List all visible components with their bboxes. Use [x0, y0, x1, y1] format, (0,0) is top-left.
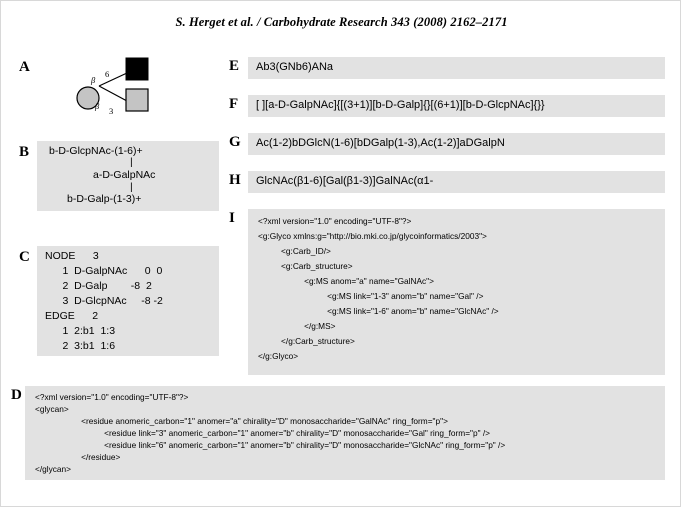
panel-d-line-2: <residue anomeric_carbon="1" anomer="a" chirality="D" monosaccharide="GalNAc" ring_form="p"> [35, 416, 448, 426]
panel-d-line-0: <?xml version="1.0" encoding="UTF-8"?> [35, 392, 189, 402]
panel-h-text: GlcNAc(β1-6)[Gal(β1-3)]GalNAc(α1- [256, 175, 434, 187]
bond-label-beta-upper: β [91, 75, 96, 85]
panel-label-b: B [19, 144, 30, 160]
panel-label-e: E [229, 58, 240, 74]
bond-label-3: 3 [109, 106, 114, 116]
panel-i-line-8: </g:Carb_structure> [258, 336, 355, 346]
panel-d-line-3: <residue link="3" anomeric_carbon="1" anomer="b" chirality="D" monosaccharide="Gal" ring_form="p" /> [35, 428, 491, 438]
panel-i-line-2: <g:Carb_ID/> [258, 246, 331, 256]
glycan-symbol-diagram [61, 53, 201, 139]
panel-d-line-1: <glycan> [35, 404, 69, 414]
panel-i-line-5: <g:MS link="1-3" anom="b" name="Gal" /> [258, 291, 484, 301]
panel-d-line-4: <residue link="6" anomeric_carbon="1" anomer="b" chirality="D" monosaccharide="GlcNAc" ring_form="p" /> [35, 440, 506, 450]
panel-c-line-0: NODE 3 [45, 250, 99, 262]
panel-b-line-3: | [130, 181, 133, 193]
panel-f-text: [ ][a-D-GalpNAc]{[(3+1)][b-D-Galp]{}[(6+1)][b-D-GlcpNAc]{}} [256, 99, 545, 111]
filled-square-glcnac [126, 58, 148, 80]
panel-c-line-4: EDGE 2 [45, 310, 99, 322]
panel-h-box [248, 171, 665, 193]
panel-b-line-2: a-D-GalpNAc [93, 169, 156, 181]
panel-c-line-2: 2 D-Galp -8 2 [45, 280, 152, 292]
panel-d-line-5: </residue> [35, 452, 121, 462]
panel-e-box [248, 57, 665, 79]
panel-c-line-6: 2 3:b1 1:6 [45, 340, 116, 352]
bond-label-6: 6 [105, 69, 110, 79]
panel-i-line-4: <g:MS anom="a" name="GalNAc"> [258, 276, 434, 286]
panel-d-box [25, 386, 665, 480]
panel-label-d: D [11, 387, 22, 403]
panel-b-line-1: | [130, 156, 133, 168]
panel-d-line-6: </glycan> [35, 464, 71, 474]
panel-c-box [37, 246, 219, 356]
panel-label-a: A [19, 59, 30, 75]
panel-i-line-0: <?xml version="1.0" encoding="UTF-8"?> [258, 216, 412, 226]
panel-g-box [248, 133, 665, 155]
panel-i-line-1: <g:Glyco xmlns:g="http://bio.mki.co.jp/glycoinformatics/2003"> [258, 231, 487, 241]
panel-i-box [248, 209, 665, 375]
bond-line-6 [99, 73, 127, 86]
panel-g-text: Ac(1-2)bDGlcN(1-6)[bDGalp(1-3),Ac(1-2)]aDGalpN [256, 137, 505, 149]
panel-c-line-3: 3 D-GlcpNAc -8 -2 [45, 295, 163, 307]
panel-label-i: I [229, 210, 235, 226]
panel-c-line-1: 1 D-GalpNAc 0 0 [45, 265, 163, 277]
panel-label-h: H [229, 172, 241, 188]
panel-f-box [248, 95, 665, 117]
bond-line-3 [99, 86, 127, 101]
bond-label-beta-lower: β [95, 101, 100, 111]
panel-i-line-6: <g:MS link="1-6" anom="b" name="GlcNAc" /> [258, 306, 499, 316]
panel-label-c: C [19, 249, 30, 265]
grey-square-galnac [126, 89, 148, 111]
panel-b-box [37, 141, 219, 211]
panel-b-line-4: b-D-Galp-(1-3)+ [67, 193, 142, 205]
panel-b-line-0: b-D-GlcpNAc-(1-6)+ [49, 145, 143, 157]
panel-i-line-3: <g:Carb_structure> [258, 261, 353, 271]
panel-label-f: F [229, 96, 239, 112]
panel-c-line-5: 1 2:b1 1:3 [45, 325, 116, 337]
journal-citation-header: S. Herget et al. / Carbohydrate Research 343 (2008) 2162–2171 [175, 15, 508, 29]
panel-i-line-9: </g:Glyco> [258, 351, 299, 361]
panel-i-line-7: </g:MS> [258, 321, 336, 331]
panel-e-text: Ab3(GNb6)ANa [256, 61, 334, 73]
panel-label-g: G [229, 134, 241, 150]
